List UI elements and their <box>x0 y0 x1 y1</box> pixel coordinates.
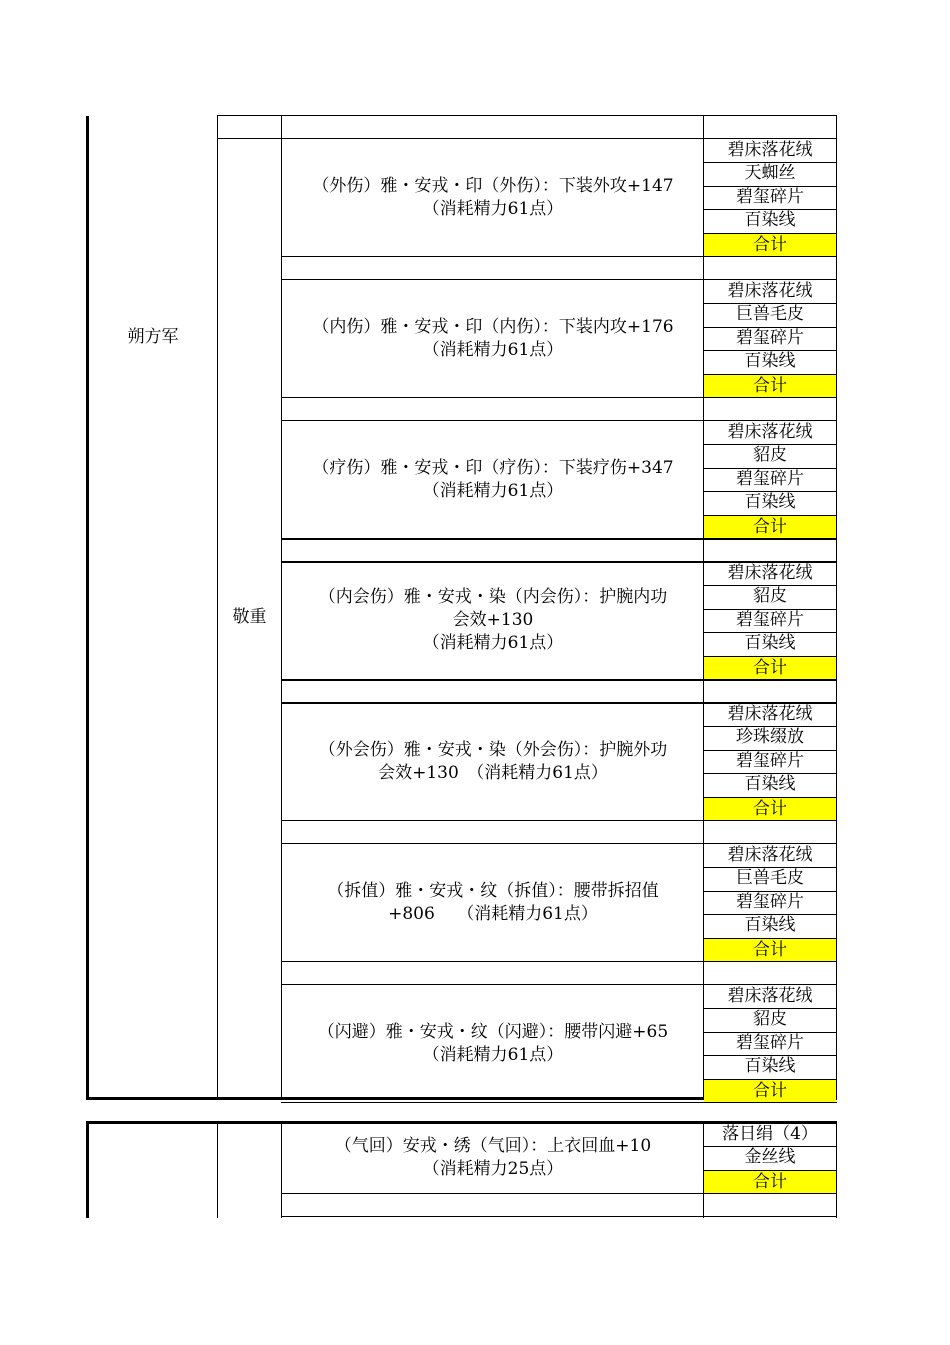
material-cell: 貂皮 <box>753 1009 787 1029</box>
material-cell: 百染线 <box>744 1056 796 1076</box>
recipe-description-text: （外伤）雅・安戎・印（外伤）：下装外攻+147 （消耗精力61点） <box>312 175 674 219</box>
recipe-description <box>283 703 703 820</box>
material-cell: 天蜘丝 <box>744 163 796 183</box>
material-cell: 百染线 <box>744 492 796 512</box>
faction-label: 朔方军 <box>127 327 179 347</box>
material-cell: 碧床落花绒 <box>727 986 813 1006</box>
total-cell: 合计 <box>704 939 836 961</box>
material-cell: 金丝线 <box>744 1147 796 1167</box>
material-cell: 百染线 <box>744 351 796 371</box>
material-cell: 百染线 <box>744 210 796 230</box>
total-cell: 合计 <box>704 234 836 256</box>
recipe-description-text: （内会伤）雅・安戎・染（内会伤）：护腕内功 会效+130 （消耗精力61点） <box>318 587 668 653</box>
recipe-description-text: （外会伤）雅・安戎・染（外会伤）：护腕外功 会效+130 （消耗精力61点） <box>318 739 668 783</box>
recipe-description-text: （闪避）雅・安戎・纹（闪避）：腰带闪避+65 （消耗精力61点） <box>317 1021 669 1065</box>
total-cell: 合计 <box>704 657 836 679</box>
grid-line <box>281 961 837 962</box>
material-cell: 碧床落花绒 <box>727 845 813 865</box>
material-cell: 百染线 <box>744 915 796 935</box>
total-cell: 合计 <box>704 516 836 538</box>
material-cell: 碧玺碎片 <box>736 328 804 348</box>
material-cell: 碧玺碎片 <box>736 1033 804 1053</box>
recipe-description <box>283 280 703 397</box>
grid-line <box>281 1102 837 1103</box>
material-cell: 貂皮 <box>753 445 787 465</box>
material-cell: 碧玺碎片 <box>736 751 804 771</box>
grid-line <box>281 538 837 540</box>
total-cell: 合计 <box>704 375 836 397</box>
group2-left-border <box>86 1121 89 1218</box>
total-cell: 合计 <box>704 1080 836 1102</box>
recipe-description-text: （疗伤）雅・安戎・印（疗伤）：下装疗伤+347 （消耗精力61点） <box>312 457 674 501</box>
material-cell: 巨兽毛皮 <box>736 304 804 324</box>
material-cell: 珍珠缀放 <box>736 727 804 747</box>
material-cell: 碧玺碎片 <box>736 610 804 630</box>
recipe-description-text: （拆值）雅・安戎・纹（拆值）：腰带拆招值 +806 （消耗精力61点） <box>327 880 659 924</box>
material-cell: 碧床落花绒 <box>727 704 813 724</box>
material-cell: 碧玺碎片 <box>736 187 804 207</box>
rank-label: 敬重 <box>232 607 267 627</box>
grid-line <box>281 820 837 821</box>
group1-left-border <box>86 116 89 1100</box>
recipe-description <box>283 1123 703 1193</box>
material-cell: 碧玺碎片 <box>736 469 804 489</box>
material-cell: 百染线 <box>744 633 796 653</box>
material-cell: 碧床落花绒 <box>727 422 813 442</box>
recipe-description <box>283 844 703 961</box>
total-cell: 合计 <box>704 798 836 820</box>
recipe-description <box>283 421 703 538</box>
recipe-description-text: （气回）安戎・绣（气回）：上衣回血+10 （消耗精力25点） <box>334 1136 652 1179</box>
material-cell: 巨兽毛皮 <box>736 868 804 888</box>
grid-line <box>281 679 837 681</box>
material-cell: 落日绢（4） <box>722 1124 818 1144</box>
grid-line <box>281 397 837 398</box>
total-cell: 合计 <box>704 1171 836 1193</box>
material-cell: 碧床落花绒 <box>727 281 813 301</box>
material-cell: 碧床落花绒 <box>727 563 813 583</box>
material-cell: 碧玺碎片 <box>736 892 804 912</box>
grid-line <box>281 256 837 257</box>
recipe-description <box>283 139 703 256</box>
material-cell: 碧床落花绒 <box>727 140 813 160</box>
recipe-description <box>283 985 703 1102</box>
recipe-description-text: （内伤）雅・安戎・印（内伤）：下装内攻+176 （消耗精力61点） <box>312 316 674 360</box>
material-cell: 百染线 <box>744 774 796 794</box>
recipe-description <box>283 562 703 679</box>
material-cell: 貂皮 <box>753 586 787 606</box>
